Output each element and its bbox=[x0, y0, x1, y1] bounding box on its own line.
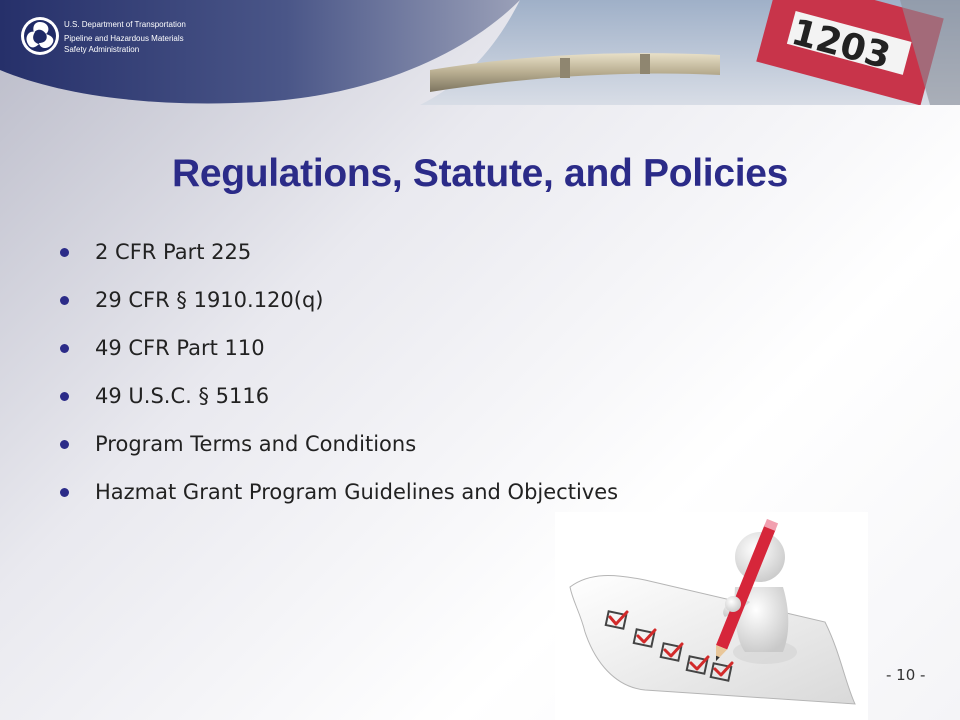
checklist-figure-image bbox=[555, 512, 868, 720]
bullet-item bbox=[60, 236, 618, 284]
bullet-text: 2 CFR Part 225 bbox=[95, 240, 252, 264]
bullet-dot-icon bbox=[60, 488, 69, 497]
bullet-item bbox=[60, 284, 618, 332]
bullet-dot-icon bbox=[60, 440, 69, 449]
placard-number: 1203 bbox=[787, 11, 895, 78]
bullet-dot-icon bbox=[60, 392, 69, 401]
bullet-text: 49 U.S.C. § 5116 bbox=[95, 384, 270, 408]
bullet-item bbox=[60, 332, 618, 380]
agency-logo-block bbox=[20, 16, 260, 66]
bullet-list bbox=[60, 236, 618, 524]
slide-title: Regulations, Statute, and Policies bbox=[171, 152, 789, 195]
agency-name-line-1: Pipeline and Hazardous Materials bbox=[64, 33, 184, 43]
bullet-text: 49 CFR Part 110 bbox=[95, 336, 265, 360]
bullet-item bbox=[60, 380, 618, 428]
header-banner bbox=[0, 0, 960, 105]
agency-text bbox=[64, 19, 186, 56]
dot-triskelion-logo-icon bbox=[20, 16, 60, 56]
agency-name-line-2: Safety Administration bbox=[64, 45, 140, 54]
bullet-text: 29 CFR § 1910.120(q) bbox=[95, 288, 324, 312]
bullet-dot-icon bbox=[60, 344, 69, 353]
bullet-dot-icon bbox=[60, 248, 69, 257]
bullet-item bbox=[60, 428, 618, 476]
bullet-dot-icon bbox=[60, 296, 69, 305]
checklist-figure-icon bbox=[555, 512, 868, 720]
page-number: - 10 - bbox=[886, 666, 926, 684]
bullet-text: Program Terms and Conditions bbox=[95, 432, 417, 456]
department-name: U.S. Department of Transportation bbox=[64, 20, 186, 29]
bullet-text: Hazmat Grant Program Guidelines and Objectives bbox=[95, 480, 619, 504]
bullet-item bbox=[60, 476, 618, 524]
